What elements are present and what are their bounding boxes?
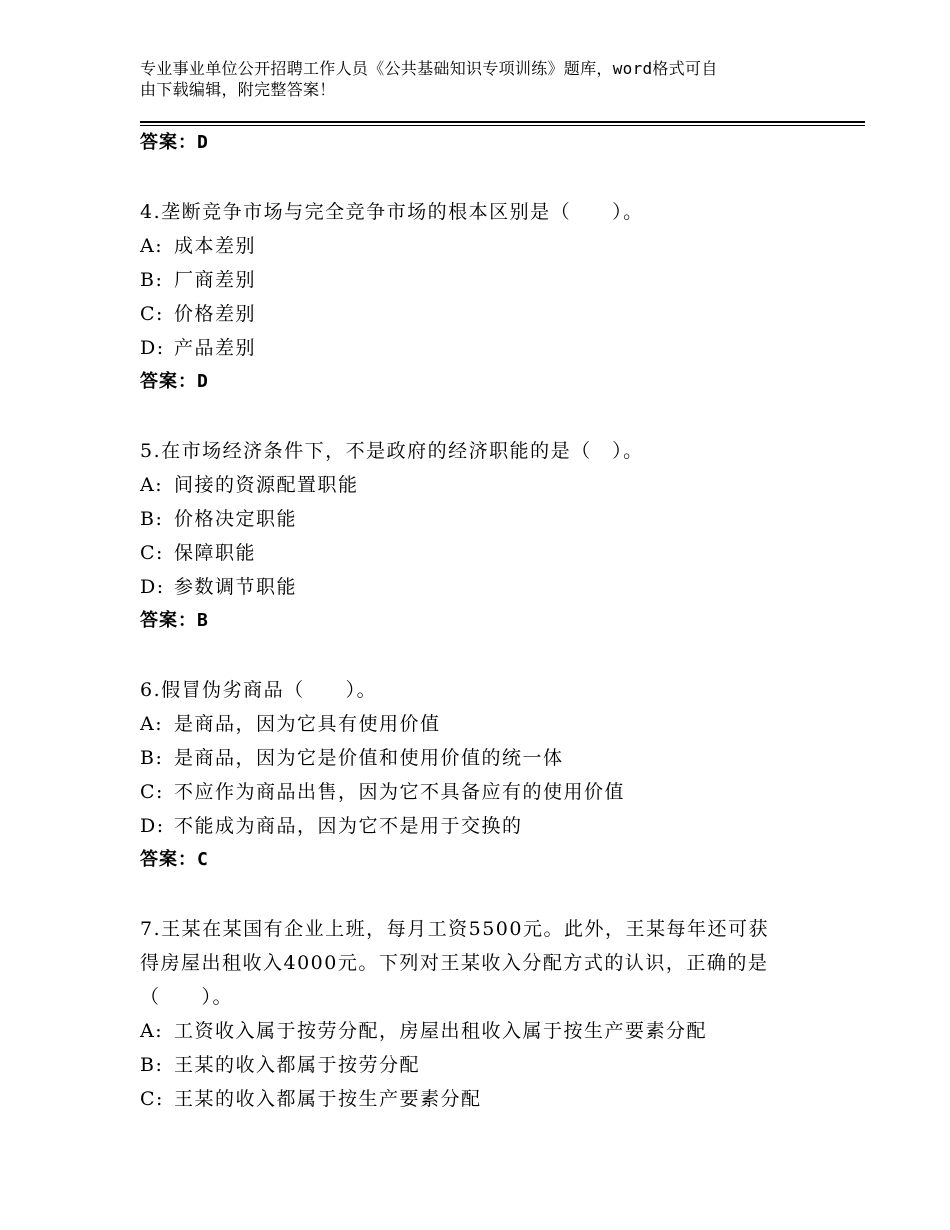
header-rule-thick <box>140 121 865 123</box>
question-7-stem-line-1: 7.王某在某国有企业上班，每月工资5500元。此外，王某每年还可获 <box>140 918 769 940</box>
question-6-option-c: C: 不应作为商品出售，因为它不具备应有的使用价值 <box>140 781 626 803</box>
question-5-stem: 5.在市场经济条件下，不是政府的经济职能的是（ ）。 <box>140 440 644 462</box>
question-4-stem: 4.垄断竞争市场与完全竞争市场的根本区别是（ ）。 <box>140 201 644 223</box>
question-5-option-d: D: 参数调节职能 <box>140 576 298 598</box>
header-line-1: 专业事业单位公开招聘工作人员《公共基础知识专项训练》题库，word格式可自 <box>140 59 718 78</box>
question-7-stem-line-3: （ ）。 <box>140 986 234 1008</box>
question-5-option-c: C: 保障职能 <box>140 542 257 564</box>
question-7-option-a: A: 工资收入属于按劳分配，房屋出租收入属于按生产要素分配 <box>140 1020 708 1042</box>
question-7-option-c: C: 王某的收入都属于按生产要素分配 <box>140 1088 482 1110</box>
question-6-stem: 6.假冒伪劣商品（ ）。 <box>140 679 378 701</box>
question-4-option-b: B: 厂商差别 <box>140 269 257 291</box>
previous-answer: 答案：D <box>140 132 209 153</box>
question-5-option-a: A: 间接的资源配置职能 <box>140 474 359 496</box>
question-4-option-d: D: 产品差别 <box>140 337 257 359</box>
header-rule-thin <box>140 125 865 126</box>
question-6-option-a: A: 是商品，因为它具有使用价值 <box>140 713 441 735</box>
question-7-stem-line-2: 得房屋出租收入4000元。下列对王某收入分配方式的认识，正确的是 <box>140 952 769 974</box>
question-5-answer: 答案：B <box>140 610 209 631</box>
question-4-option-c: C: 价格差别 <box>140 303 257 325</box>
question-6-answer: 答案：C <box>140 849 209 870</box>
document-header <box>140 58 805 100</box>
question-6-option-d: D: 不能成为商品，因为它不是用于交换的 <box>140 815 523 837</box>
question-7-option-b: B: 王某的收入都属于按劳分配 <box>140 1054 421 1076</box>
question-4-answer: 答案：D <box>140 371 209 392</box>
question-6-option-b: B: 是商品，因为它是价值和使用价值的统一体 <box>140 747 564 769</box>
question-4-option-a: A: 成本差别 <box>140 235 257 257</box>
header-line-2: 由下载编辑，附完整答案！ <box>140 80 336 99</box>
question-5-option-b: B: 价格决定职能 <box>140 508 298 530</box>
